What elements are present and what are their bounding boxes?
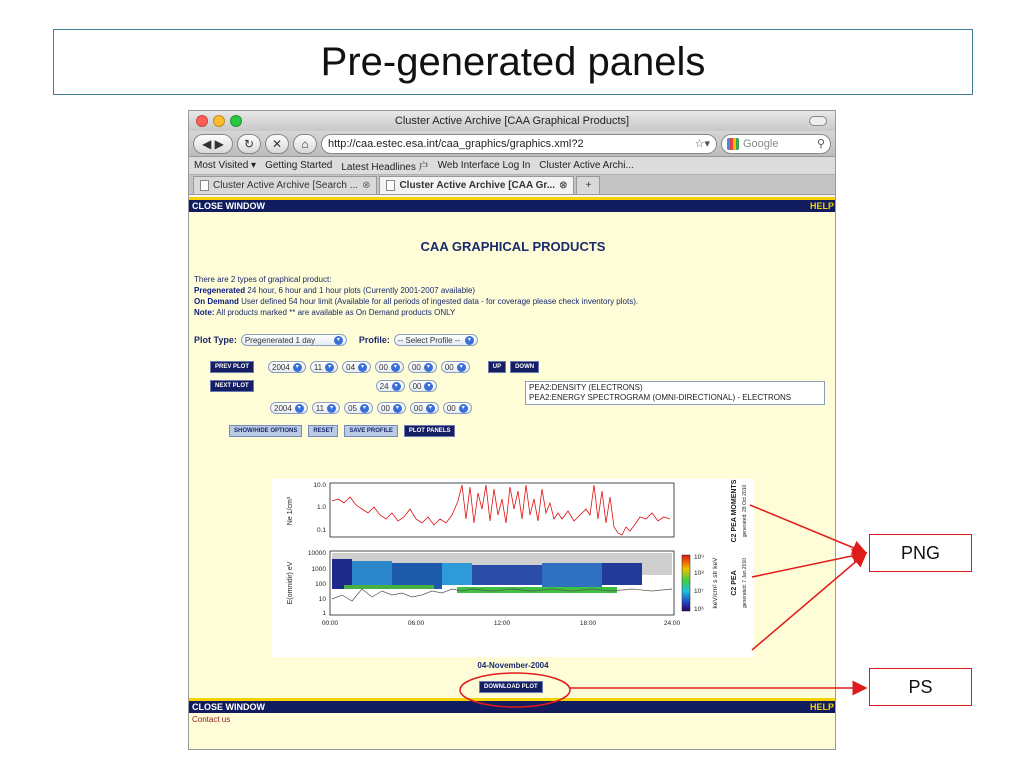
tab-strip: [189, 175, 835, 195]
bookmark-star-icon[interactable]: ☆▾: [694, 138, 710, 150]
end-month-select[interactable]: [312, 402, 340, 414]
tab-label: Cluster Active Archive [Search ...: [213, 180, 359, 191]
bottom-nav-bar: [189, 698, 836, 713]
chevron-down-icon: ▾: [295, 404, 304, 413]
ps-callout: PS: [869, 668, 972, 706]
document-icon: [200, 180, 209, 191]
cbar-tick: 10⁷: [694, 588, 704, 595]
chevron-down-icon: ▾: [391, 363, 400, 372]
close-window-link[interactable]: CLOSE WINDOW: [192, 702, 265, 712]
end-second-select[interactable]: [443, 402, 472, 414]
bookmark-item[interactable]: Most Visited ▾: [194, 160, 257, 171]
chevron-down-icon: ▾: [426, 404, 435, 413]
ytick-bottom: 1000: [311, 566, 326, 573]
google-icon: [727, 138, 739, 150]
ytick-bottom: 100: [315, 581, 326, 588]
start-time-row: [210, 361, 539, 373]
plot-type-value: Pregenerated 1 day: [244, 335, 316, 345]
down-button[interactable]: DOWN: [510, 361, 539, 373]
select-value: 00: [411, 362, 421, 372]
prev-plot-button[interactable]: PREV PLOT: [210, 361, 254, 373]
end-hour-select[interactable]: [377, 402, 406, 414]
duration-row: [210, 380, 437, 392]
spectrogram-green-band: [344, 585, 434, 589]
start-minute-select[interactable]: [408, 361, 437, 373]
cbar-label: keV/cm² s str keV: [712, 557, 719, 609]
panel-top-label: C2 PEA MOMENTS: [731, 479, 738, 543]
search-icon[interactable]: ⚲: [816, 138, 825, 150]
chevron-down-icon: ▾: [424, 363, 433, 372]
bookmark-item[interactable]: Latest Headlines ⼾: [341, 162, 429, 173]
profile-label: Profile:: [358, 335, 390, 345]
end-time-row: [270, 402, 472, 414]
select-value: 05: [348, 403, 358, 413]
plot-image: [272, 479, 754, 657]
chevron-down-icon: ▾: [327, 404, 336, 413]
xtick: 00:00: [321, 620, 339, 627]
chevron-down-icon: ▾: [393, 404, 402, 413]
profile-select[interactable]: [394, 334, 478, 346]
cbar-tick: 10⁸: [694, 570, 704, 577]
tab-close-icon[interactable]: ⊗: [559, 180, 568, 191]
save-profile-button[interactable]: SAVE PROFILE: [344, 425, 398, 437]
show-hide-options-button[interactable]: SHOW/HIDE OPTIONS: [229, 425, 302, 437]
ylabel-bottom: E(omnidir) eV: [287, 561, 294, 605]
select-value: 2004: [274, 403, 292, 413]
plot-type-select[interactable]: [241, 334, 347, 346]
cbar-tick: 10⁹: [694, 554, 705, 561]
spectrogram-block: [602, 563, 642, 585]
chevron-down-icon: ▾: [360, 404, 369, 413]
ondemand-label: On Demand: [194, 297, 239, 306]
chevron-down-icon: ▾: [325, 363, 334, 372]
profile-value: -- Select Profile --: [397, 335, 461, 345]
reload-button[interactable]: ↻: [237, 134, 261, 154]
stop-button[interactable]: ✕: [265, 134, 289, 154]
bookmarks-bar: [189, 157, 835, 175]
end-year-select[interactable]: [270, 402, 308, 414]
chevron-down-icon: ▾: [293, 363, 302, 372]
close-window-icon[interactable]: [196, 115, 208, 127]
slide-title: Pre-generated panels: [53, 29, 973, 95]
cbar-tick: 10⁶: [694, 606, 704, 613]
chevron-down-icon: ▾: [457, 363, 466, 372]
window-title: Cluster Active Archive [CAA Graphical Products]: [394, 115, 630, 127]
select-value: 11: [315, 403, 325, 413]
bottom-nav: [189, 698, 836, 724]
colorbar: [682, 555, 690, 611]
end-day-select[interactable]: [344, 402, 373, 414]
ytick-bottom: 10000: [307, 550, 326, 557]
back-button[interactable]: ◀ ▶: [193, 134, 233, 154]
duration-hours-select[interactable]: [376, 380, 405, 392]
panel-bottom-label: C2 PEA: [731, 570, 738, 596]
bookmark-item[interactable]: Cluster Active Archi...: [539, 160, 634, 171]
start-hour-select[interactable]: [375, 361, 404, 373]
dataset-listbox[interactable]: [525, 381, 825, 405]
tab-graphics[interactable]: [379, 176, 574, 194]
select-value: 00: [379, 362, 388, 372]
select-value: 2004: [272, 362, 290, 372]
pregenerated-text: 24 hour, 6 hour and 1 hour plots (Currently 2001-2007 available): [245, 286, 476, 295]
tab-search[interactable]: [193, 176, 377, 194]
zoom-window-icon[interactable]: [230, 115, 242, 127]
plot-date: 04-November-2004: [477, 661, 549, 670]
page-heading: CAA GRAPHICAL PRODUCTS: [420, 239, 606, 254]
help-link[interactable]: HELP: [809, 702, 834, 712]
tab-close-icon[interactable]: ⊗: [362, 180, 371, 191]
help-link[interactable]: HELP: [809, 201, 834, 211]
spectrogram-block: [332, 559, 352, 589]
window-controls: [196, 115, 242, 127]
browser-window: [188, 110, 836, 750]
ytick-bottom: 1: [322, 610, 326, 617]
xtick: 18:00: [579, 620, 597, 627]
bookmark-item[interactable]: Web Interface Log In: [437, 160, 531, 171]
chevron-down-icon: ▾: [459, 404, 468, 413]
intro-line: There are 2 types of graphical product:: [194, 275, 332, 284]
select-value: 24: [379, 381, 389, 391]
document-icon: [386, 180, 395, 191]
next-plot-button[interactable]: NEXT PLOT: [210, 380, 254, 392]
bookmark-item[interactable]: Getting Started: [265, 160, 333, 171]
xtick: 24:00: [663, 620, 681, 627]
xtick: 06:00: [407, 620, 425, 627]
plot-type-label: Plot Type:: [194, 335, 237, 345]
ondemand-text: User defined 54 hour limit (Available for all periods of ingested data - for coverage please check inventory plots).: [238, 297, 639, 306]
panel-bottom-generated: generated: 7 Jan 2010: [742, 557, 748, 609]
pregenerated-label: Pregenerated: [194, 286, 246, 295]
tab-label: Cluster Active Archive [CAA Gr...: [399, 180, 556, 191]
intro-text: [189, 274, 836, 318]
window-titlebar: [189, 111, 835, 131]
url-input[interactable]: [321, 134, 717, 154]
ytick-top: 1.0: [316, 504, 326, 511]
toolbar-toggle-icon[interactable]: [809, 116, 827, 126]
select-value: 00: [444, 362, 454, 372]
dataset-item[interactable]: PEA2:DENSITY (ELECTRONS): [529, 383, 643, 392]
spectrogram-block: [472, 565, 542, 585]
duration-minutes-select[interactable]: [409, 380, 438, 392]
new-tab-button[interactable]: +: [576, 176, 600, 194]
start-year-select[interactable]: [268, 361, 306, 373]
select-value: 00: [413, 403, 423, 413]
page-content: [189, 197, 836, 750]
panel-top-generated: generated: 28 Oct 2010: [742, 484, 748, 538]
chevron-down-icon: ▾: [424, 382, 433, 391]
chevron-down-icon: ▾: [392, 382, 401, 391]
plot-panels-button[interactable]: PLOT PANELS: [404, 425, 456, 437]
action-buttons-row: [229, 425, 455, 437]
select-value: 00: [412, 381, 422, 391]
spectrogram-block: [352, 561, 392, 589]
ytick-top: 0.1: [316, 527, 326, 534]
chevron-down-icon: ▾: [334, 336, 343, 345]
search-input[interactable]: [721, 134, 831, 154]
note-text: All products marked ** are available as On Demand products ONLY: [214, 308, 456, 317]
select-value: 00: [446, 403, 456, 413]
ylabel-top: Ne 1/cm³: [287, 496, 294, 526]
browser-toolbar: [189, 131, 835, 157]
start-month-select[interactable]: [310, 361, 338, 373]
start-day-select[interactable]: [342, 361, 371, 373]
dataset-item[interactable]: PEA2:ENERGY SPECTROGRAM (OMNI-DIRECTIONAL) - ELECTRONS: [529, 393, 792, 402]
ytick-bottom: 10: [318, 596, 326, 603]
close-window-link[interactable]: CLOSE WINDOW: [192, 201, 265, 211]
density-panel-frame: [330, 483, 674, 537]
chevron-down-icon: ▾: [465, 336, 474, 345]
reset-button[interactable]: RESET: [308, 425, 338, 437]
spectrogram-block: [542, 563, 602, 587]
up-button[interactable]: UP: [488, 361, 506, 373]
download-plot-button[interactable]: DOWNLOAD PLOT: [479, 681, 543, 693]
select-value: 04: [346, 362, 356, 372]
select-value: 11: [313, 362, 323, 372]
spectrogram-block: [442, 563, 472, 585]
start-second-select[interactable]: [441, 361, 470, 373]
ytick-top: 10.0: [313, 482, 326, 489]
contact-link[interactable]: Contact us: [192, 715, 231, 724]
note-label: Note:: [194, 308, 215, 317]
chevron-down-icon: ▾: [358, 363, 367, 372]
search-placeholder: Google: [743, 137, 779, 150]
top-nav-bar: [189, 197, 836, 212]
png-callout: PNG: [869, 534, 972, 572]
xtick: 12:00: [493, 620, 511, 627]
select-value: 00: [381, 403, 390, 413]
end-minute-select[interactable]: [410, 402, 439, 414]
url-text: http://caa.estec.esa.int/caa_graphics/graphics.xml?2: [328, 137, 584, 150]
minimize-window-icon[interactable]: [213, 115, 225, 127]
plot-type-row: [194, 334, 478, 346]
home-button[interactable]: ⌂: [293, 134, 317, 154]
